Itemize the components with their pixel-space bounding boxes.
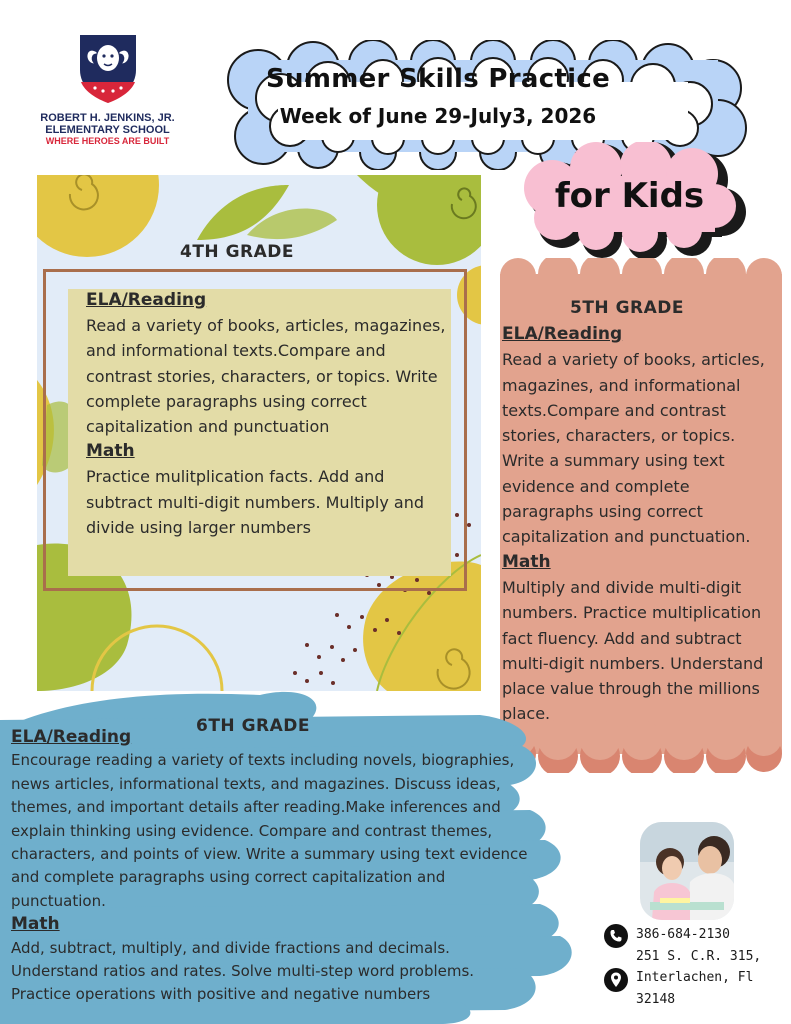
grade5-math-heading: Math xyxy=(502,551,551,572)
grade4-math-heading: Math xyxy=(86,441,135,462)
contact-address-line1: 251 S. C.R. 315, xyxy=(636,948,762,964)
grade6-ela-heading: ELA/Reading xyxy=(11,727,132,747)
contact-address-line2: Interlachen, Fl xyxy=(636,970,754,985)
grade4-math-text: Practice mulitplication facts. Add and subtract multi-digit numbers. Multiply and divide using larger numbers xyxy=(86,467,424,537)
grade6-heading: 6TH GRADE xyxy=(196,716,310,736)
school-name-line1: ROBERT H. JENKINS, JR. xyxy=(40,112,175,124)
grade5-math-text: Multiply and divide multi-digit numbers. Practice multiplication fact fluency. Add and subtract multi-digit numbers. Understand place value through the millions place. xyxy=(502,577,764,724)
grade5-content xyxy=(502,322,777,727)
contact-block xyxy=(604,924,789,1010)
teacher-child-photo xyxy=(640,822,734,920)
grade5-ela-text: Read a variety of books, articles, magazines, and informational texts.Compare and contrast stories, characters, or topics. Write a summary using text evidence and complete paragraphs using correct capitalization and punctuation. xyxy=(502,350,765,547)
school-logo-block xyxy=(20,30,195,147)
grade6-math-text: Add, subtract, multiply, and divide fractions and decimals. Understand ratios and rates. Solve multi-step word problems. Practice operations with positive and negative numbers xyxy=(11,938,475,1004)
grade5-heading: 5TH GRADE xyxy=(570,298,684,318)
school-name-line2: ELEMENTARY SCHOOL xyxy=(45,124,170,136)
grade4-ela-text: Read a variety of books, articles, magazines, and informational texts.Compare and contrast stories, characters, or topics. Write complete paragraphs using correct capitalization and punctuation xyxy=(86,316,446,437)
for-kids-badge: for Kids xyxy=(554,176,705,216)
ram-shield-icon xyxy=(75,30,141,106)
page-subtitle: Week of June 29-July3, 2026 xyxy=(279,104,597,128)
grade6-math-heading: Math xyxy=(11,914,60,935)
grade6-ela-text: Encourage reading a variety of texts including novels, biographies, news articles, informational texts, and magazines. Discuss ideas, themes, and important details after reading.Make inferences and explain thinking using evidence. Compare and contrast themes, characters, and points of view. Write a summary using text evidence and complete paragraphs using correct capitalization and punctuation. xyxy=(11,751,528,910)
page-title: Summer Skills Practice xyxy=(265,64,611,94)
contact-address-row xyxy=(604,946,789,1011)
grade4-content xyxy=(86,288,454,540)
grade5-ela-heading: ELA/Reading xyxy=(502,324,623,344)
contact-phone: 386-684-2130 xyxy=(636,927,730,942)
title-block xyxy=(218,64,658,128)
contact-address-line3: 32148 xyxy=(636,991,676,1007)
location-pin-icon xyxy=(604,968,628,992)
grade4-heading: 4TH GRADE xyxy=(180,242,294,262)
grade4-ela-heading: ELA/Reading xyxy=(86,290,207,310)
grade6-content xyxy=(11,726,531,1007)
contact-phone-row xyxy=(604,924,789,946)
school-tagline: WHERE HEROES ARE BUILT xyxy=(45,136,170,146)
phone-icon xyxy=(604,924,628,948)
